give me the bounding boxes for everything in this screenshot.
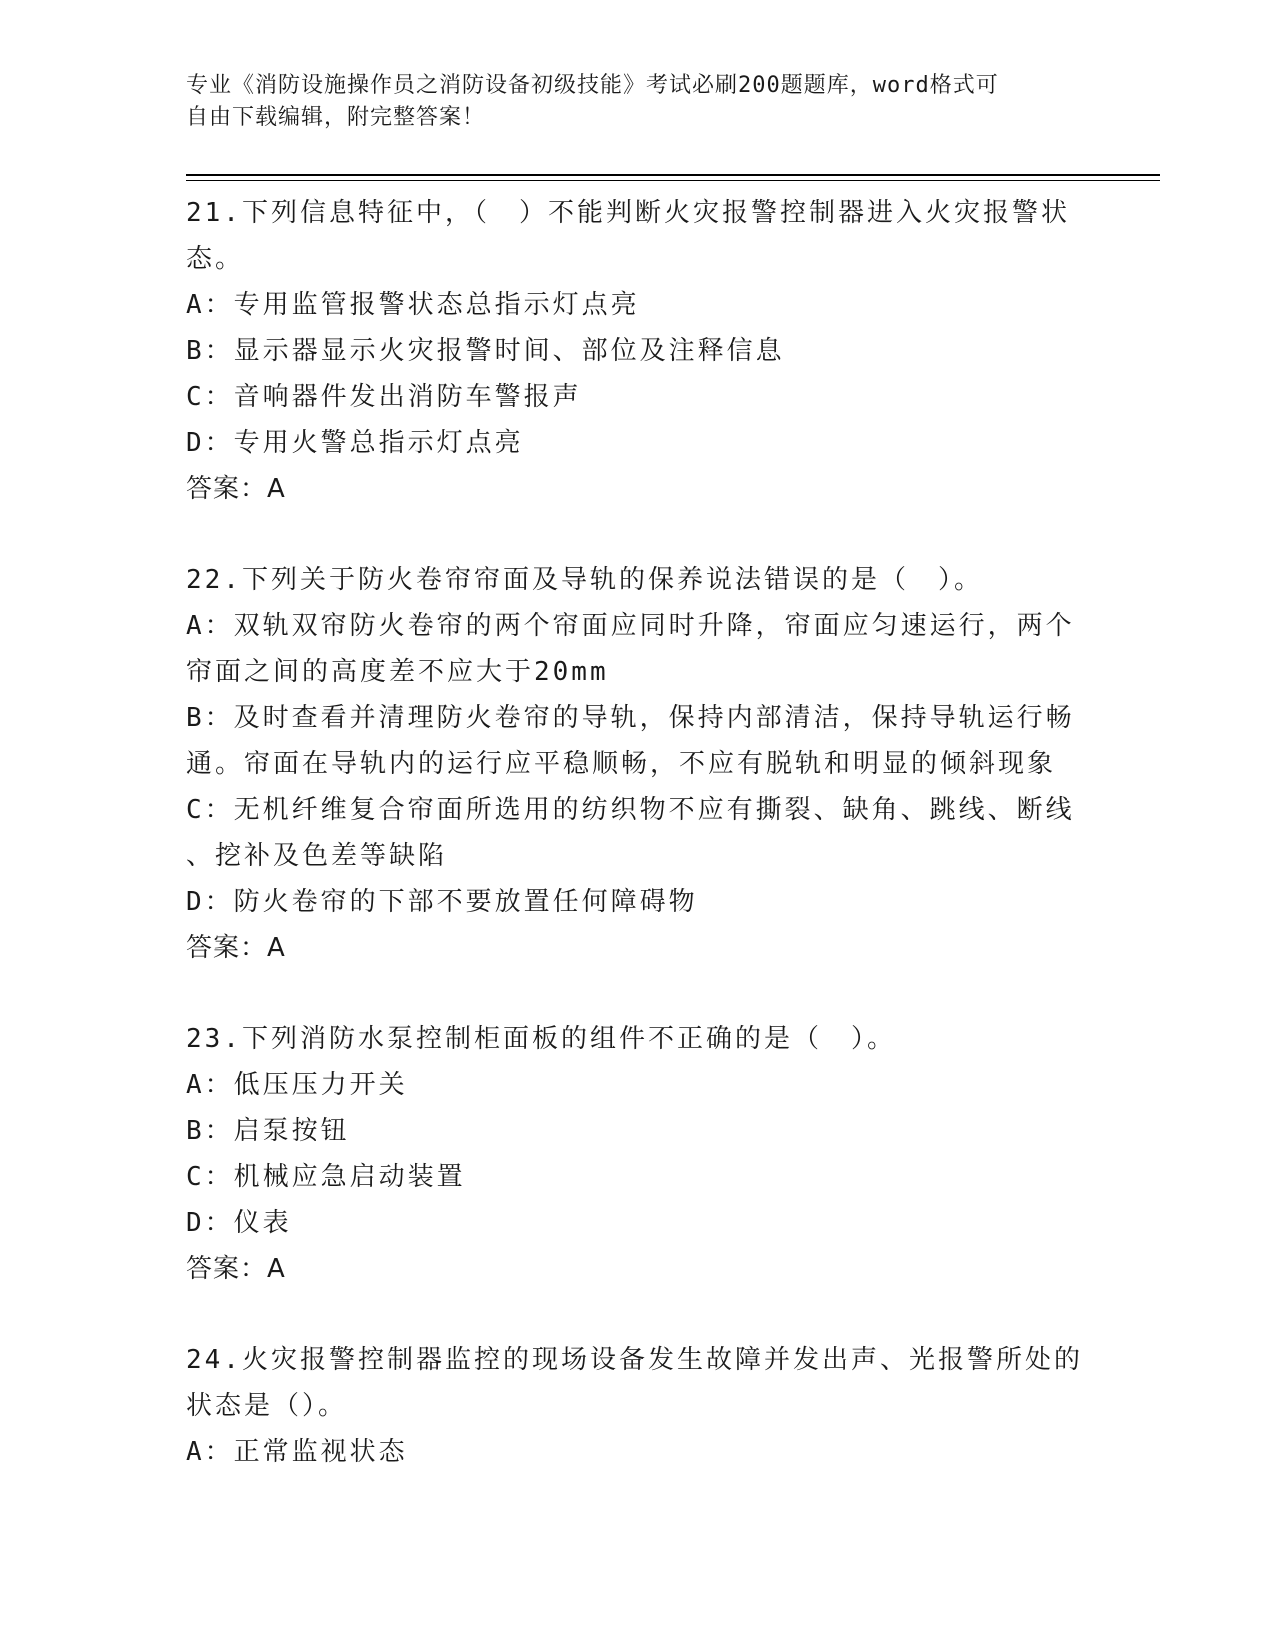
header-line-1: 专业《消防设施操作员之消防设备初级技能》考试必刷200题题库，word格式可 (186, 73, 999, 98)
question-stem-line: 态。 (186, 244, 245, 274)
question-list (186, 190, 1086, 1520)
option-c: C：音响器件发出消防车警报声 (186, 382, 582, 412)
question-23 (186, 1016, 1086, 1292)
option-c-continued: 、挖补及色差等缺陷 (186, 841, 448, 871)
option-c: C：无机纤维复合帘面所选用的纺织物不应有撕裂、缺角、跳线、断线 (186, 795, 1075, 825)
header-divider-thin (186, 180, 1160, 181)
option-b: B：显示器显示火灾报警时间、部位及注释信息 (186, 336, 785, 366)
question-stem-line: 状态是（）。 (186, 1391, 348, 1421)
question-21 (186, 190, 1086, 512)
question-22 (186, 557, 1086, 971)
question-stem-line: 21.下列信息特征中，（ ）不能判断火灾报警控制器进入火灾报警状 (186, 198, 1070, 228)
option-a-continued: 帘面之间的高度差不应大于20mm (186, 657, 609, 687)
answer-label: 答案：A (186, 933, 286, 963)
option-b: B：及时查看并清理防火卷帘的导轨，保持内部清洁，保持导轨运行畅 (186, 703, 1075, 733)
option-b-continued: 通。帘面在导轨内的运行应平稳顺畅，不应有脱轨和明显的倾斜现象 (186, 749, 1057, 779)
option-a: A：正常监视状态 (186, 1437, 408, 1467)
question-24 (186, 1337, 1086, 1475)
option-a: A：双轨双帘防火卷帘的两个帘面应同时升降，帘面应匀速运行，两个 (186, 611, 1075, 641)
option-d: D：防火卷帘的下部不要放置任何障碍物 (186, 887, 698, 917)
option-c: C：机械应急启动装置 (186, 1162, 466, 1192)
header-divider-thick (186, 174, 1160, 176)
header-line-2: 自由下载编辑，附完整答案！ (186, 105, 486, 130)
question-stem-line: 22.下列关于防火卷帘帘面及导轨的保养说法错误的是（ ）。 (186, 565, 983, 595)
question-stem-line: 24.火灾报警控制器监控的现场设备发生故障并发出声、光报警所处的 (186, 1345, 1083, 1375)
question-stem-line: 23.下列消防水泵控制柜面板的组件不正确的是（ ）。 (186, 1024, 896, 1054)
option-b: B：启泵按钮 (186, 1116, 350, 1146)
answer-label: 答案：A (186, 1254, 286, 1284)
option-d: D：专用火警总指示灯点亮 (186, 428, 524, 458)
option-d: D：仪表 (186, 1208, 292, 1238)
answer-label: 答案：A (186, 474, 286, 504)
option-a: A：专用监管报警状态总指示灯点亮 (186, 290, 640, 320)
option-a: A：低压压力开关 (186, 1070, 408, 1100)
document-header (186, 70, 1086, 134)
